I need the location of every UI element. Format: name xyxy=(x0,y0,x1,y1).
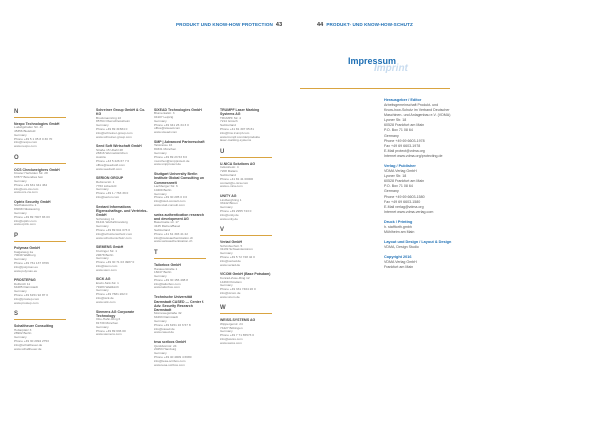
company-address-line: Phone +49 89 636 00 xyxy=(96,329,126,333)
company-address-line: 67877 Botendies fein xyxy=(14,176,44,180)
company-address-line: www.seedsoft.com xyxy=(96,167,122,171)
company-address-line: www.cased.de xyxy=(154,331,174,335)
impressum-line: E-Mail verlag@vdma.org xyxy=(384,204,424,209)
section-letter: P xyxy=(14,233,19,240)
company-name: Optrix Security GmbH xyxy=(14,200,51,205)
company-address-line: Germany xyxy=(14,258,27,262)
company-address-line: 64285 Darmstadt xyxy=(14,286,38,290)
company-address-line: info@weiss.com xyxy=(220,337,243,341)
company-address-line: Phone +43 5 226 67 7 0 xyxy=(96,160,130,164)
company-entry xyxy=(14,324,66,351)
company-address-line: Straße 15 Ubahl 48 xyxy=(96,148,123,152)
imprint-title: Imprint xyxy=(374,63,408,74)
directory-section xyxy=(154,108,206,244)
directory-section xyxy=(14,310,66,351)
company-address-line: info@tesa-scribos.com xyxy=(154,359,186,363)
impressum-block-heading: Verlag / Publisher xyxy=(384,164,416,169)
impressum-line: VDMA Verlag GmbH xyxy=(384,260,417,265)
impressum-title: Impressum xyxy=(348,56,397,66)
impressum-line: Lyoner Str. 18 xyxy=(384,174,407,179)
company-name: Sextant Informations Eigenschaftsge- und Vertriebs-GmbH xyxy=(96,204,148,218)
company-address-line: 45356 Bielefeld xyxy=(14,130,36,134)
impressum-line: 60528 Frankfurt am Main xyxy=(384,179,425,184)
directory-section xyxy=(220,108,272,143)
section-rule xyxy=(14,241,66,242)
company-address-line: Germany xyxy=(220,252,233,256)
company-address-line: Kluzinger Str. 1 xyxy=(96,249,117,253)
company-address-line: munchen@smpprotect.de xyxy=(154,159,190,163)
company-address-line: Phone +41 81 307 65 81 xyxy=(220,127,254,131)
company-address-line: Germany xyxy=(96,325,109,329)
directory-column xyxy=(220,108,272,351)
company-name: WEISS-SYSTEMS AG xyxy=(220,318,256,323)
company-address-line: Germany xyxy=(154,275,167,279)
directory-section xyxy=(154,249,206,367)
company-address-line: Germany xyxy=(154,352,167,356)
impressum-block xyxy=(384,164,484,215)
company-address-line: www.unity.de xyxy=(220,217,238,221)
company-address-line: www.smpprotect.de xyxy=(154,163,181,167)
company-address-line: Erwin-Sick-Str. 1 xyxy=(96,281,119,285)
company-address-line: www.schutzenschutz.com xyxy=(96,236,132,240)
company-address-line: Kaigarweg 1a xyxy=(14,250,33,254)
company-name: U-NICA Solutions AG xyxy=(220,162,256,167)
company-address-line: Industriestr. 4 xyxy=(220,166,239,170)
company-address-line: Germany xyxy=(154,151,167,155)
company-name: tesa scribos GmbH xyxy=(154,340,186,345)
company-entry xyxy=(220,240,272,267)
company-address-line: 16047 Berlin xyxy=(154,271,172,275)
company-address-line: 10409 Berlin xyxy=(154,188,172,192)
impressum-block xyxy=(384,240,484,250)
directory-section xyxy=(96,245,148,337)
directory-column xyxy=(96,108,148,342)
company-address-line: Bruckmannring 22 xyxy=(96,116,122,120)
company-address-line: Switzerland xyxy=(220,124,236,128)
company-address-line: Dolbnich 11 xyxy=(14,282,31,286)
section-rule xyxy=(220,235,272,236)
impressum-line: Frankfurt am Main xyxy=(384,265,414,270)
directory-column xyxy=(154,108,206,372)
impressum-line: Internet www.vdma-verlag.com xyxy=(384,209,434,214)
company-address-line: 31139 Schweinlenstrom xyxy=(220,248,253,252)
company-entry xyxy=(96,144,148,171)
company-address-line: info@schaltheuer.de xyxy=(14,343,43,347)
impressum-line: Lyoner Str. 18 xyxy=(384,118,407,123)
company-address-line: 20253 Hamburg xyxy=(154,348,177,352)
directory-section xyxy=(14,154,66,227)
company-address-line: Austria xyxy=(96,156,106,160)
company-entry xyxy=(220,108,272,143)
right-page-number: 44 xyxy=(317,22,324,28)
company-entry xyxy=(154,172,206,208)
impressum-block-heading: Copyright 2016 xyxy=(384,255,412,260)
company-address-line: Phone +49 6151 92 87 0 xyxy=(14,294,48,297)
company-entry xyxy=(96,176,148,199)
company-address-line: office@sixead.com xyxy=(154,127,181,131)
impressum-heading xyxy=(348,56,438,78)
right-header-title: PRODUKT- UND KNOW-HOW-SCHUTZ xyxy=(326,22,413,27)
company-address-line: info@prostep.com xyxy=(14,297,40,301)
company-name: Schreiner Group GmbH & Co. KG xyxy=(96,108,146,117)
company-address-line: Germany xyxy=(14,133,27,137)
company-address-line: Talstrasse 16 xyxy=(154,144,173,148)
company-address-line: Schütdorg 11 xyxy=(96,217,115,221)
company-address-line: 80331 München xyxy=(154,148,177,152)
company-entry xyxy=(220,162,272,189)
company-address-line: 85764 Oberschleissheim xyxy=(96,120,131,124)
impressum-line: Fax +49 69 6603-1580 xyxy=(384,199,421,204)
company-address-line: info@lms.trumpf.com xyxy=(220,131,250,135)
directory-section xyxy=(14,232,66,305)
impressum-line: E-Mail protect@vdma.org xyxy=(384,148,425,153)
company-entry xyxy=(154,108,206,135)
company-address-line: info@optrix.com xyxy=(14,219,37,223)
company-address-line: 04107 Leipzig xyxy=(154,116,174,120)
impressum-block-heading: Herausgeber / Editor xyxy=(384,98,422,102)
company-address-line: Germany xyxy=(220,330,233,334)
impressum-block-heading: Druck / Printing xyxy=(384,219,413,224)
section-rule xyxy=(14,319,66,320)
company-address-line: www.nexpo.com xyxy=(14,145,37,149)
company-address-line: Mornewegstraße 32 xyxy=(154,312,182,316)
company-address-line: Phone +49 341 26 34 3 0 xyxy=(154,123,189,127)
company-address-line: Phone +49 30 2094 2753 xyxy=(14,340,49,344)
company-address-line: Germany xyxy=(96,289,109,293)
company-address-line: info@schutzenschutz.com xyxy=(96,232,133,236)
section-rule xyxy=(14,117,66,118)
company-name: Veriad GmbH xyxy=(220,240,242,245)
company-entry xyxy=(14,122,66,149)
section-rule xyxy=(14,163,66,164)
company-address-line: info@ocs-cw.com xyxy=(14,187,39,191)
company-address-line: Phone +49 1 / 763 39 0 xyxy=(96,192,129,196)
directory-section xyxy=(96,176,148,240)
company-address-line: Germany xyxy=(96,188,109,192)
company-address-line: Germany xyxy=(14,290,27,294)
company-name: Schaltheuer Consulting xyxy=(14,324,54,329)
company-address-line: Phone +49 761 137 9766 xyxy=(14,261,49,265)
company-address-line: Phone +49 2955 743 0 xyxy=(220,209,252,213)
company-address-line: Germany xyxy=(154,119,167,123)
impressum-line: Know-how-Schutz im Verband Deutscher xyxy=(384,108,450,113)
company-name: UNITY AG xyxy=(220,194,237,199)
company-address-line: Schönbuchstr. 5 xyxy=(220,244,243,248)
right-page xyxy=(300,0,600,424)
company-address-line: Rebsnerstr. 1 xyxy=(96,180,115,184)
company-address-line: Ludwigshafen Str. 41 xyxy=(14,126,43,130)
company-address-line: www.sixead.com xyxy=(154,131,178,135)
impressum-rule xyxy=(300,88,450,89)
company-address-line: Phone +49 30 156 498 8 xyxy=(154,278,188,282)
company-address-line: info@cased.de xyxy=(154,327,175,331)
company-address-line: Konrad-Zuse-Ring 12 xyxy=(220,276,250,280)
impressum-block xyxy=(384,220,484,235)
company-name: VICOM GmbH (Base Potsdam) xyxy=(220,272,271,277)
company-entry xyxy=(154,263,206,290)
company-address-line: Phone +49 5 1 05 8 0 30 70 xyxy=(14,137,53,141)
company-address-line: Phone +49 631 341 464 xyxy=(14,183,48,187)
company-entry xyxy=(154,340,206,367)
company-entry xyxy=(220,272,272,299)
company-address-line: Phone +49 30 71 03 4987 0 xyxy=(96,261,135,265)
section-letter: W xyxy=(220,305,226,312)
company-entry xyxy=(14,278,66,305)
company-address-line: info@stud-consult.com xyxy=(154,200,186,204)
company-address-line: Phone +49 89 7907 83 03 xyxy=(14,215,50,219)
company-name: Seed Soft Wirtschaft GmbH xyxy=(96,144,142,149)
company-address-line: info@polymax.eu xyxy=(14,265,38,269)
company-address-line: Blumentalstr. 3 xyxy=(154,112,175,116)
company-name: Siemens AG Corporate Technology xyxy=(96,309,135,318)
company-address-line: Otto-Hahn-Ring 6 xyxy=(96,318,121,322)
directory-section xyxy=(220,304,272,345)
company-name: SICK AG xyxy=(96,277,111,282)
left-page-header xyxy=(176,22,285,28)
company-address-line: Phone +49 30 205 0 0 0 xyxy=(154,196,188,200)
company-name: Stuttgart University Berlin Institute Global Consulting un Commerzwelt xyxy=(154,172,204,185)
company-address-line: info@unity.de xyxy=(220,213,239,217)
company-name: SMP | Advanced Partnerschaft xyxy=(154,140,205,145)
company-entry xyxy=(154,213,206,244)
left-page-number: 43 xyxy=(275,22,283,28)
company-address-line: 81739 München xyxy=(96,321,119,325)
company-name: TRUMPF Laser Marking Systems AG xyxy=(220,108,260,117)
company-address-line: 74427 Böbingen xyxy=(220,326,243,330)
company-address-line: 29678 Berlin xyxy=(96,253,114,257)
section-letter: U xyxy=(220,149,225,156)
company-address-line: 28902 Berlin xyxy=(14,332,32,336)
section-letter: S xyxy=(14,311,19,318)
section-letter: O xyxy=(14,155,19,162)
company-address-line: Germany xyxy=(96,257,109,261)
company-address-line: Switzerland xyxy=(220,174,236,178)
company-address-line: info@swissauthentication.ch xyxy=(154,236,194,240)
company-entry xyxy=(14,168,66,195)
company-address-line: 7208 Malans xyxy=(220,170,238,174)
company-address-line: Phone +49 331 7464 20 0 xyxy=(220,288,256,292)
impressum-line: Arbeitsgemeinschaft Produkt- und xyxy=(384,103,439,107)
impressum-line: VDMA, Design Studio xyxy=(384,245,419,250)
company-address-line: Lindberghring 1 xyxy=(220,198,242,202)
company-address-line: www.schaltheuer.de xyxy=(14,347,42,351)
company-address-line: www.tailorbox.com xyxy=(154,286,180,290)
company-entry xyxy=(96,277,148,304)
section-rule xyxy=(220,313,272,314)
company-address-line: Hanauerstraße 1 xyxy=(154,267,178,271)
section-letter: V xyxy=(220,227,225,234)
company-address-line: www.stud-consult.com xyxy=(154,204,185,208)
company-address-line: Germany xyxy=(96,225,109,229)
directory-section xyxy=(96,108,148,171)
company-address-line: Holtarplatz 3 xyxy=(14,328,32,332)
company-address-line: Germany xyxy=(154,192,167,196)
company-address-line: Phone +49 40 4909 4 6680 xyxy=(154,355,192,359)
impressum-line: P.O. Box 71 08 64 xyxy=(384,128,413,133)
directory-section xyxy=(14,108,66,149)
company-address-line: Phone +49 89 641 073 0 xyxy=(96,229,130,233)
company-address-line: Phone +49 7 71 65573 0 xyxy=(220,334,254,338)
company-address-line: Germany xyxy=(220,206,233,210)
company-address-line: 64293 Darmstadt xyxy=(154,316,178,320)
company-address-line: info@vicom.de xyxy=(220,291,241,295)
company-name: swiss authentication research and development AG xyxy=(154,212,204,222)
company-entry xyxy=(154,295,206,335)
company-address-line: www.polymax.eu xyxy=(14,269,38,273)
directory-column xyxy=(14,108,66,356)
company-address-line: 28316 Wermelskirchen xyxy=(96,152,128,156)
company-address-line: www.siemens.com xyxy=(96,333,122,337)
company-address-line: www.sick.com xyxy=(96,300,116,304)
company-address-line: Germany xyxy=(154,320,167,324)
company-address-line: Lachberger Str. 6 xyxy=(154,185,178,189)
company-address-line: Phone +49 89 23 53 8 0 xyxy=(154,155,188,159)
company-address-line: Phone +49 5 72 728 42 0 xyxy=(220,256,255,260)
impressum-line: 60528 Frankfurt am Main xyxy=(384,123,425,128)
company-entry xyxy=(220,194,272,221)
company-name: SIXEAD Technologies GmbH xyxy=(154,108,202,112)
company-address-line: www.ocs-cw.com xyxy=(14,191,38,195)
company-entry xyxy=(96,108,148,139)
company-address-line: info@siem.com xyxy=(96,264,118,268)
company-address-line: 7214 Grüsch xyxy=(220,120,238,124)
company-name: Tailorbox GmbH xyxy=(154,263,181,268)
company-entry xyxy=(154,140,206,167)
company-entry xyxy=(220,318,272,345)
company-address-line: www.schreiner-group.com xyxy=(96,135,132,139)
impressum-line: h. stafftorth.gmbh xyxy=(384,224,412,229)
company-address-line: Phone +49 7681 202 0 xyxy=(96,293,128,297)
company-address-line: info@veriad.de xyxy=(220,259,241,263)
company-address-line: 4125 Riehen/Basel xyxy=(154,225,181,229)
company-name: PROSTEPAG xyxy=(14,278,36,283)
section-letter: T xyxy=(154,250,158,257)
company-address-line: info@nexpo.com xyxy=(14,141,38,145)
section-rule xyxy=(154,258,206,259)
company-address-line: contact@u-nica.com xyxy=(220,181,249,185)
impressum-line: Fax +49 69 6603-1978 xyxy=(384,143,421,148)
impressum-line: Germany xyxy=(384,133,399,138)
section-letter: N xyxy=(14,109,19,115)
company-address-line: www.u-nica.com xyxy=(220,185,243,189)
company-address-line: info@sick.de xyxy=(96,296,114,300)
company-entry xyxy=(14,200,66,227)
impressum-line: VDMA Verlag GmbH xyxy=(384,169,417,174)
company-address-line: www.prostep.com xyxy=(14,301,39,305)
directory-section xyxy=(220,226,272,299)
company-address-line: Germany xyxy=(220,284,233,288)
impressum-line: Phone +49 69 6603-1580 xyxy=(384,194,425,199)
company-address-line: 70049 Wallburg xyxy=(14,254,36,258)
impressum-block-heading: Layout und Design / Layout & Design xyxy=(384,240,452,245)
right-page-header xyxy=(314,22,413,28)
company-entry xyxy=(14,246,66,273)
company-address-line: Phone +49 89 31584 0 xyxy=(96,127,128,131)
company-address-line: www.optrix.com xyxy=(14,223,36,227)
company-address-line: www.weiss.com xyxy=(220,341,242,345)
company-address-line: info@schreiner-group.com xyxy=(96,131,133,135)
company-address-line: 81441 Wetfurtbrandorg xyxy=(96,221,128,225)
section-rule xyxy=(220,157,272,158)
company-address-line: Quickbornstr. 24 xyxy=(154,344,177,348)
company-address-line: www.veriad.de xyxy=(220,263,241,267)
company-address-line: Germany xyxy=(14,336,27,340)
company-address-line: Phone +41 81 41 00000 xyxy=(220,177,254,181)
company-address-line: Germany xyxy=(14,212,27,216)
impressum-details xyxy=(384,98,484,275)
impressum-line: Maschinen- und Anlagenbau e.V. (VDMA) xyxy=(384,113,451,118)
impressum-line: Germany xyxy=(384,189,399,194)
company-address-line: info@tailorbox.com xyxy=(154,282,181,286)
company-address-line: Phone +41 61 303 41 22 xyxy=(154,232,188,236)
company-entry xyxy=(96,205,148,241)
company-address-line: Germany xyxy=(96,124,109,128)
company-address-line: www.vicom.de xyxy=(220,295,240,299)
directory-section xyxy=(220,148,272,221)
impressum-line: Mühlheim am Main xyxy=(384,229,415,234)
company-entry xyxy=(96,245,148,272)
company-address-line: 83098 Nikolaus/ng xyxy=(14,208,40,212)
left-header-title: PRODUKT UND KNOW-HOW PROTECTION xyxy=(176,22,273,27)
company-address-line: www.tesa-scribos.com xyxy=(154,363,185,367)
company-name: Nexpo Technologies GmbH xyxy=(14,122,60,126)
impressum-block xyxy=(384,255,484,270)
company-address-line: 33142 Büren xyxy=(220,202,238,206)
company-name: SIEMENS GmbH xyxy=(96,245,124,250)
company-address-line: Switzerland xyxy=(154,229,170,233)
impressum-block xyxy=(384,98,484,159)
company-address-line: Kloster Herfelden Str. 28 xyxy=(14,172,48,176)
company-name: Technische Universität Darmstadt CASED — Center f. Adv. Security Research Darmstadt xyxy=(154,295,205,313)
company-address-line: 14469 Potsdam xyxy=(220,280,242,284)
impressum-line: P.O. Box 71 08 64 xyxy=(384,184,413,189)
company-address-line: 7763 Lübeck/d xyxy=(96,184,117,188)
company-address-line: Baselmatte str. 17 xyxy=(154,221,179,225)
company-address-line: laser-marking-systems xyxy=(220,139,252,143)
company-address-line: Phone +49 6151 16 6 57 8 xyxy=(154,323,191,327)
company-address-line: Wippergerstr. 24 xyxy=(220,322,243,326)
impressum-line: Phone +49 69 6603-1978 xyxy=(384,138,425,143)
company-address-line: www.siem.com xyxy=(96,268,117,272)
company-address-line: office@seedsoft.com xyxy=(96,163,125,167)
company-name: OCS Checkweighers GmbH xyxy=(14,168,60,173)
impressum-line: Internet www.vdma.org/protecting.de xyxy=(384,153,443,158)
company-address-line: TRUMPF Str. 4 xyxy=(220,116,241,120)
company-address-line: Germany xyxy=(14,179,27,183)
company-address-line: 79183 Waldkirch xyxy=(96,285,119,289)
company-address-line: www.swissauthentication.ch xyxy=(154,240,193,244)
company-address-line: info@serion.com xyxy=(96,195,120,199)
company-address-line: www.trumpf.com/de/produkte xyxy=(220,135,261,139)
company-name: SERION GROUP xyxy=(96,176,124,181)
company-entry xyxy=(96,310,148,338)
company-name: Polymax GmbH xyxy=(14,246,40,251)
company-address-line: Steilhalweiche 1 xyxy=(14,204,37,208)
